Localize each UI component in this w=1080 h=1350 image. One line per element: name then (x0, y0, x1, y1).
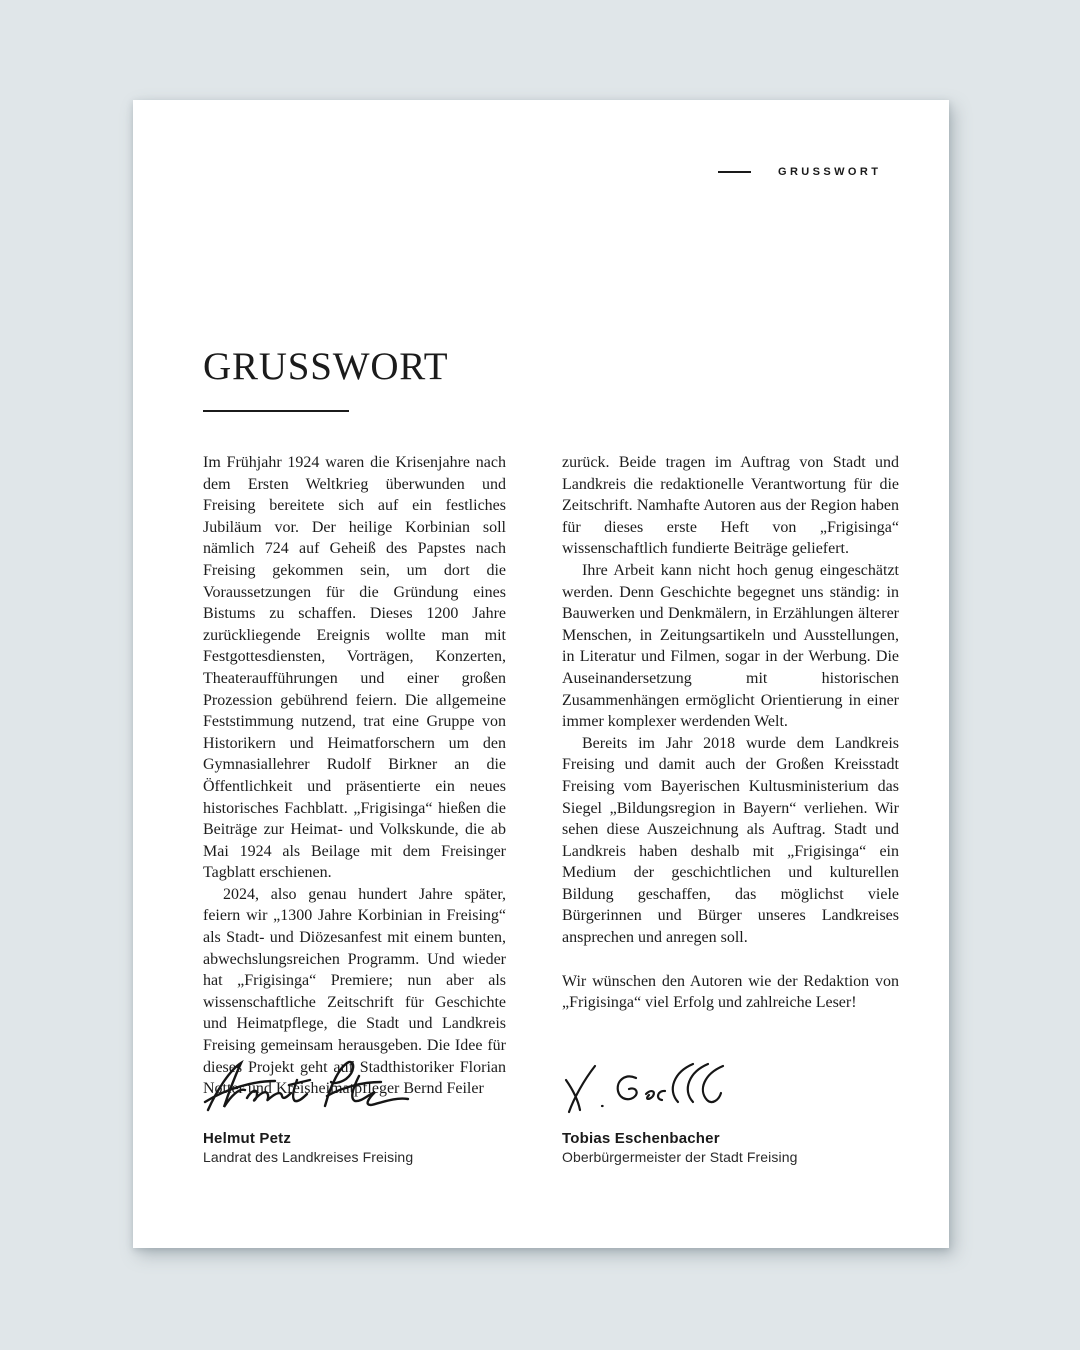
signatory-title: Oberbürgermeister der Stadt Freising (562, 1149, 798, 1165)
signatory-name: Tobias Eschenbacher (562, 1130, 720, 1147)
article-left-column (203, 452, 506, 1100)
signature-block-helmut-petz (203, 1052, 506, 1165)
running-head-label: GRUSSWORT (778, 166, 882, 178)
signatory-name: Helmut Petz (203, 1130, 292, 1147)
magazine-page (133, 100, 949, 1248)
paragraph: zurück. Beide tragen im Auftrag von Stadt und Landkreis die redaktionelle Verantwortung für die Zeitschrift. Namhafte Autoren aus der Region haben für dieses erste Heft von „Frigisinga“ wissenschaftlich fundierte Beiträge geliefert. (562, 454, 899, 558)
signatures-row (203, 1052, 899, 1165)
article-right-column (562, 452, 899, 1100)
article-body (203, 452, 899, 1100)
paragraph: Im Frühjahr 1924 waren die Krisenjahre nach dem Ersten Weltkrieg überwunden und Freising bereitete sich auf ein festliches Jubiläum vor. Der heilige Korbinian soll nämlich 724 auf Geheiß des Papstes nach Freising gekommen sein, um dort die Voraussetzungen für die Gründung eines Bistums zu schaffen. Dieses 1200 Jahre zurückliegende Ereignis wollte man mit Festgottesdiensten, Vorträgen, Konzerten, Theateraufführungen und einer großen Prozession gebührend feiern. Die allgemeine Feststimmung nutzend, trat eine Gruppe von Historikern und Heimatforschern um den Gymnasiallehrer Rudolf Birkner an die Öffentlichkeit und präsentierte ein neues historisches Fachblatt. „Frigisinga“ hießen die Beiträge zur Heimat- und Volkskunde, die ab Mai 1924 als Beilage mit dem Freisinger Tagblatt erschienen. (203, 454, 506, 882)
title-underline (203, 410, 349, 412)
running-head (718, 166, 881, 178)
paragraph: Bereits im Jahr 2018 wurde dem Landkreis Freising und damit auch der Großen Kreisstadt Freising vom Bayerischen Kultusministerium das Siegel „Bildungsregion in Bayern“ verliehen. Wir sehen diese Auszeichnung als Auftrag. Stadt und Landkreis haben deshalb mit „Frigisinga“ ein Medium der geschichtlichen und kulturellen Bildung geschaffen, das möglichst viele Bürgerinnen und Bürger unseres Landkreises ansprechen und anregen soll. (562, 734, 899, 947)
running-head-dash (718, 171, 751, 173)
tobias-eschenbacher-signature-icon (562, 1052, 899, 1124)
signature-block-tobias-eschenbacher (562, 1052, 899, 1165)
paragraph: Ihre Arbeit kann nicht hoch genug eingeschätzt werden. Denn Geschichte begegnet uns ständig: in Bauwerken und Denkmälern, in Erzählungen älterer Menschen, in Zeitungsartikeln und Ausstellungen, in Literatur und Filmen, sogar in der Werbung. Die Auseinandersetzung mit historischen Zusammenhängen ermöglicht Orientierung in einer immer komplexer werdenden Welt. (562, 561, 899, 731)
page-title: GRUSSWORT (203, 345, 449, 388)
paragraph: 2024, also genau hundert Jahre später, feiern wir „1300 Jahre Korbinian in Freising“ als Stadt- und Diözesanfest mit einem bunten, abwechslungsreichen Programm. Und wieder hat „Frigisinga“ Premiere; nun aber als wissenschaftliche Zeitschrift für Geschichte und Heimatpflege, die Stadt und Landkreis Freising gemeinsam herausgeben. Die Idee für dieses Projekt geht auf Stadthistoriker Florian Notter und Kreisheimatpfleger Bernd Feiler (203, 885, 506, 1098)
paragraph: Wir wünschen den Autoren wie der Redaktion von „Frigisinga“ viel Erfolg und zahlreiche Leser! (562, 972, 899, 1012)
helmut-petz-signature-icon (203, 1052, 506, 1124)
signatory-title: Landrat des Landkreises Freising (203, 1149, 414, 1165)
